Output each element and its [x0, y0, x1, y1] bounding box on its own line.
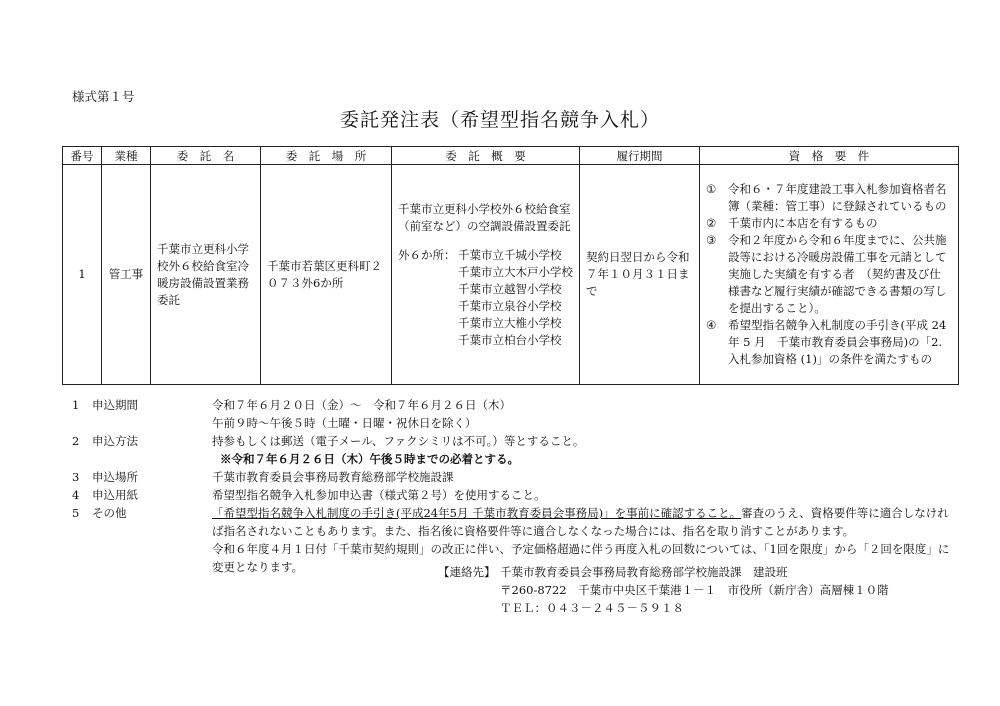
note-content: 千葉市教育委員会事務局教育総務部学校施設課 [212, 470, 454, 484]
header-requirements: 資 格 要 件 [700, 147, 959, 165]
header-summary: 委 託 概 要 [392, 147, 580, 165]
site-list [398, 247, 573, 349]
note-application-form [72, 486, 952, 504]
note-line: 午前９時～午後５時（土曜・日曜・祝休日を除く） [212, 416, 477, 430]
note-number: 5 [72, 506, 80, 520]
header-name: 委 託 名 [151, 147, 261, 165]
contact-phone: ＴＥＬ：０４３－２４５－５９１８ [500, 601, 684, 615]
sites-label: 外６か所： [398, 247, 456, 262]
deadline-note: ※令和７年６月２６日（木）午後５時までの必着とする。 [220, 452, 519, 466]
cell-name: 千葉市立更科小学校外６校給食室冷暖房設備設置業務委託 [151, 165, 261, 385]
site-item: 千葉市立大椎小学校 [458, 315, 562, 330]
cell-number: 1 [63, 165, 102, 385]
requirement-marker: ④ [706, 318, 717, 332]
site-item: 千葉市立泉谷小学校 [458, 298, 562, 313]
cell-period: 契約日翌日から令和７年１０月３１日まで [580, 165, 700, 385]
requirements-list [706, 181, 952, 368]
note-content: 希望型指名競争入札参加申込書（様式第２号）を使用すること。 [212, 488, 546, 502]
note-number: 3 [72, 470, 80, 484]
cell-requirements [700, 165, 959, 385]
note-application-period [72, 396, 952, 432]
requirement-text: 令和２年度から令和６年度までに、公共施設等における冷暖房設備工事を元請として実施した実績を有する者 （契約書及び仕様書など履行実績が確認できる書類の写しを提出すること）。 [728, 233, 947, 315]
note-number: 1 [72, 398, 80, 412]
table-header-row [63, 147, 959, 165]
note-line: 令和７年６月２０日（金）～ 令和７年６月２６日（木） [212, 398, 511, 412]
guideline-reference: 「希望型指名競争入札制度の手引き(平成24年5月 千葉市教育委員会事務局)」を事前に確認すること。 [212, 506, 742, 520]
header-location: 委 託 場 所 [261, 147, 392, 165]
document-title: 委託発注表（希望型指名競争入札） [339, 109, 660, 131]
note-application-place [72, 468, 952, 486]
summary-text: 千葉市立更科小学校外６校給食室（前室など）の空調設備設置委託 [398, 201, 571, 233]
table-row [63, 165, 959, 385]
requirement-marker: ③ [706, 233, 717, 247]
requirement-text: 希望型指名競争入札制度の手引き(平成 24年 5 月 千葉市教育委員会事務局)の「2.入札参加資格 (1)」の条件を満たすもの [728, 318, 947, 366]
contact-address: 〒260-8722 千葉市中央区千葉港１－１ 市役所（新庁舎）高層棟１０階 [500, 583, 889, 597]
header-industry: 業種 [102, 147, 151, 165]
note-label: 申込用紙 [92, 488, 138, 502]
note-content [212, 432, 952, 468]
contact-block [438, 563, 889, 617]
note-line: 審査のうえ、資格要件等に適合しなければ指名されないこともあります。また、指名後に資格要件等に適合しなくなった場合には、指名を取り消すことがあります。 [212, 506, 949, 538]
note-line: 持参もしくは郵送（電子メール、ファクシミリは不可。）等とすること。 [212, 434, 585, 448]
requirement-item [706, 181, 952, 215]
requirement-item [706, 317, 952, 368]
note-label: その他 [92, 506, 127, 520]
cell-summary [392, 165, 580, 385]
note-label: 申込期間 [92, 398, 138, 412]
cell-industry: 管工事 [102, 165, 151, 385]
note-application-method [72, 432, 952, 468]
requirement-item [706, 232, 952, 317]
cell-location: 千葉市若葉区更科町２０７３外6か所 [261, 165, 392, 385]
note-number: 4 [72, 488, 80, 502]
application-notes [72, 396, 952, 576]
requirement-marker: ① [706, 182, 717, 196]
header-number: 番号 [63, 147, 102, 165]
requirement-text: 千葉市内に本店を有するもの [728, 216, 878, 230]
form-number: 様式第１号 [72, 89, 135, 104]
requirement-marker: ② [706, 216, 717, 230]
note-number: 2 [72, 434, 80, 448]
note-line: 令和６年度４月１日付「千葉市契約規則」の改正に伴い、予定価格超過に伴う再度入札の回数については、「1回を限度」から「２回を限度」に変更となります。 [212, 542, 950, 574]
requirement-text: 令和６・７年度建設工事入札参加資格者名簿（業種：管工事）に登録されているもの [728, 182, 947, 213]
site-item: 千葉市立千城小学校 [458, 247, 562, 262]
requirement-item [706, 215, 952, 232]
note-content [212, 396, 952, 432]
contact-department: 千葉市教育委員会事務局教育総務部学校施設課 建設班 [500, 565, 788, 579]
site-item: 千葉市立柏台小学校 [458, 332, 562, 347]
site-item: 千葉市立越智小学校 [458, 281, 562, 296]
note-label: 申込場所 [92, 470, 138, 484]
commission-table [62, 146, 959, 385]
contact-label: 【連絡先】 [438, 565, 496, 579]
header-period: 履行期間 [580, 147, 700, 165]
note-label: 申込方法 [92, 434, 138, 448]
site-item: 千葉市立大木戸小学校 [458, 264, 573, 279]
